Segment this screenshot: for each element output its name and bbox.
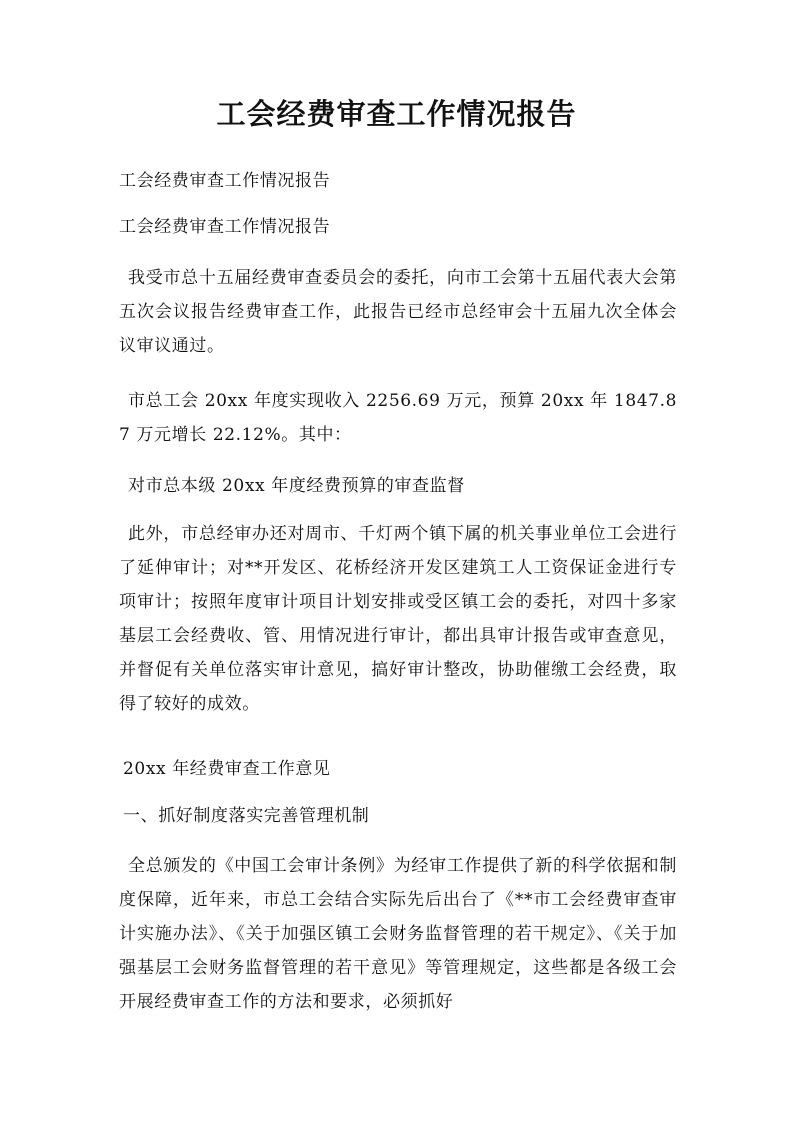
- section-heading-budget-review: 对市总本级 20xx 年度经费预算的审查监督: [128, 476, 465, 496]
- paragraph-extended-audit: 此外，市总经审办还对周市、千灯两个镇下属的机关事业单位工会进行了延伸审计；对**开发区、花桥经济开发区建筑工人工资保证金进行专项审计；按照年度审计项目计划安排或受区镇工会的委托，对四十多家基层工会经费收、管、用情况进行审计，都出具审计报告或审查意见，并督促有关单位落实审计意见，搞好审计整改，协助催缴工会经费，取得了较好的成效。: [119, 524, 677, 714]
- section-heading-work-opinion: 20xx 年经费审查工作意见: [123, 759, 331, 779]
- section-heading-system-implementation: 一、抓好制度落实完善管理机制: [123, 806, 370, 826]
- paragraph-income: 市总工会 20xx 年度实现收入 2256.69 万元，预算 20xx 年 1847.87 万元增长 22.12%。其中：: [119, 391, 677, 445]
- paragraph-delegation: 我受市总十五届经费审查委员会的委托，向市工会第十五届代表大会第五次会议报告经费审查工作，此报告已经市总经审会十五届九次全体会议审议通过。: [119, 268, 677, 356]
- subtitle-line-1: 工会经费审查工作情况报告: [119, 171, 331, 191]
- document-title: 工会经费审查工作情况报告: [216, 97, 577, 131]
- paragraph-audit-regulations: 全总颁发的《中国工会审计条例》为经审工作提供了新的科学依据和制度保障，近年来，市总工会结合实际先后出台了《**市工会经费审查审计实施办法》、《关于加强区镇工会财务监督管理的若干规定》、《关于加强基层工会财务监督管理的若干意见》等管理规定，这些都是各级工会开展经费审查工作的方法和要求，必须抓好: [119, 856, 677, 1012]
- subtitle-line-2: 工会经费审查工作情况报告: [119, 217, 331, 237]
